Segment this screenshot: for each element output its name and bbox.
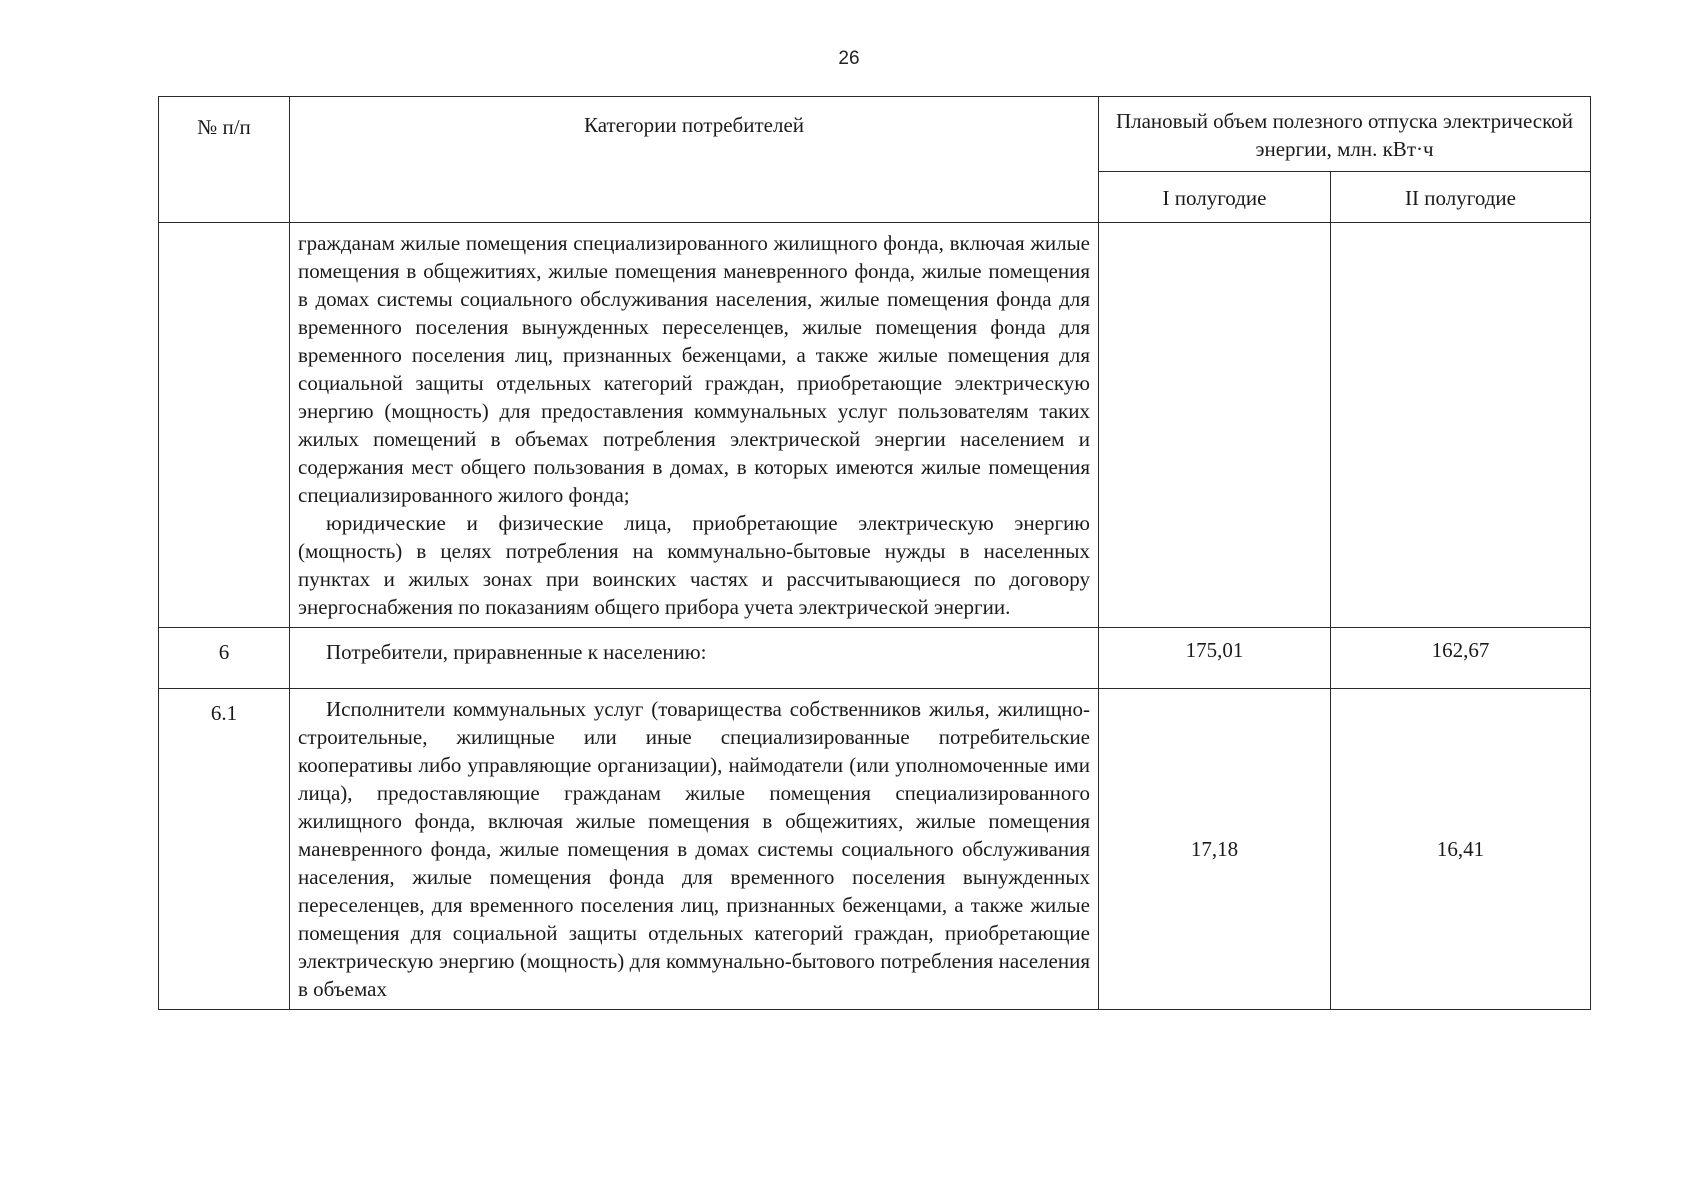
header-plan-volume: Плановый объем полезного отпуска электрической энергии, млн. кВт·ч bbox=[1099, 97, 1591, 172]
consumption-table bbox=[158, 96, 1591, 1010]
row-half1-value: 17,18 bbox=[1099, 689, 1331, 1010]
row-paragraph: гражданам жилые помещения специализированного жилищного фонда, включая жилые помещения в общежитиях, жилые помещения маневренного фонда, жилые помещения в домах системы социального обслуживания населения, жилые помещения фонда для временного поселения вынужденных переселенцев, жилые помещения фонда для временного поселения лиц, признанных беженцами, а также жилые помещения для социальной защиты отдельных категорий граждан, приобретающие электрическую энергию (мощность) для предоставления коммунальных услуг пользователям таких жилых помещений в объемах потребления электрической энергии населением и содержания мест общего пользования в домах, в которых имеются жилые помещения специализированного жилого фонда; bbox=[298, 231, 1090, 507]
table-header-row bbox=[159, 97, 1591, 172]
table-row bbox=[159, 223, 1591, 628]
row-half2-value: 162,67 bbox=[1331, 628, 1591, 689]
row-half1-value bbox=[1099, 223, 1331, 628]
row-paragraph: Потребители, приравненные к населению: bbox=[326, 640, 707, 664]
page-number: 26 bbox=[838, 48, 860, 69]
row-num: 6 bbox=[159, 628, 290, 689]
header-category: Категории потребителей bbox=[290, 97, 1099, 223]
table-row bbox=[159, 689, 1591, 1010]
row-paragraph: юридические и физические лица, приобретающие электрическую энергию (мощность) в целях потребления на коммунально-бытовые нужды в населенных пунктах и жилых зонах при воинских частях и рассчитывающиеся по договору энергоснабжения по показаниям общего прибора учета электрической энергии. bbox=[298, 511, 1090, 619]
header-half2: II полугодие bbox=[1331, 172, 1591, 223]
row-category bbox=[290, 223, 1099, 628]
row-half1-value: 175,01 bbox=[1099, 628, 1331, 689]
header-half1: I полугодие bbox=[1099, 172, 1331, 223]
row-paragraph: Исполнители коммунальных услуг (товарищества собственников жилья, жилищно-строительные, жилищные или иные специализированные потребительские кооперативы либо управляющие организации), наймодатели (или уполномоченные ими лица), предоставляющие гражданам жилые помещения специализированного жилищного фонда, включая жилые помещения в общежитиях, жилые помещения маневренного фонда, жилые помещения в домах системы социального обслуживания населения, жилые помещения фонда для временного поселения вынужденных переселенцев, для временного поселения лиц, признанных беженцами, а также жилые помещения для социальной защиты отдельных категорий граждан, приобретающие электрическую энергию (мощность) для коммунально-бытового потребления населения в объемах bbox=[298, 697, 1090, 1001]
table-row bbox=[159, 628, 1591, 689]
row-half2-value: 16,41 bbox=[1331, 689, 1591, 1010]
row-category bbox=[290, 628, 1099, 689]
row-half2-value bbox=[1331, 223, 1591, 628]
row-num bbox=[159, 223, 290, 628]
row-category bbox=[290, 689, 1099, 1010]
header-num: № п/п bbox=[159, 97, 290, 223]
row-num: 6.1 bbox=[159, 689, 290, 1010]
